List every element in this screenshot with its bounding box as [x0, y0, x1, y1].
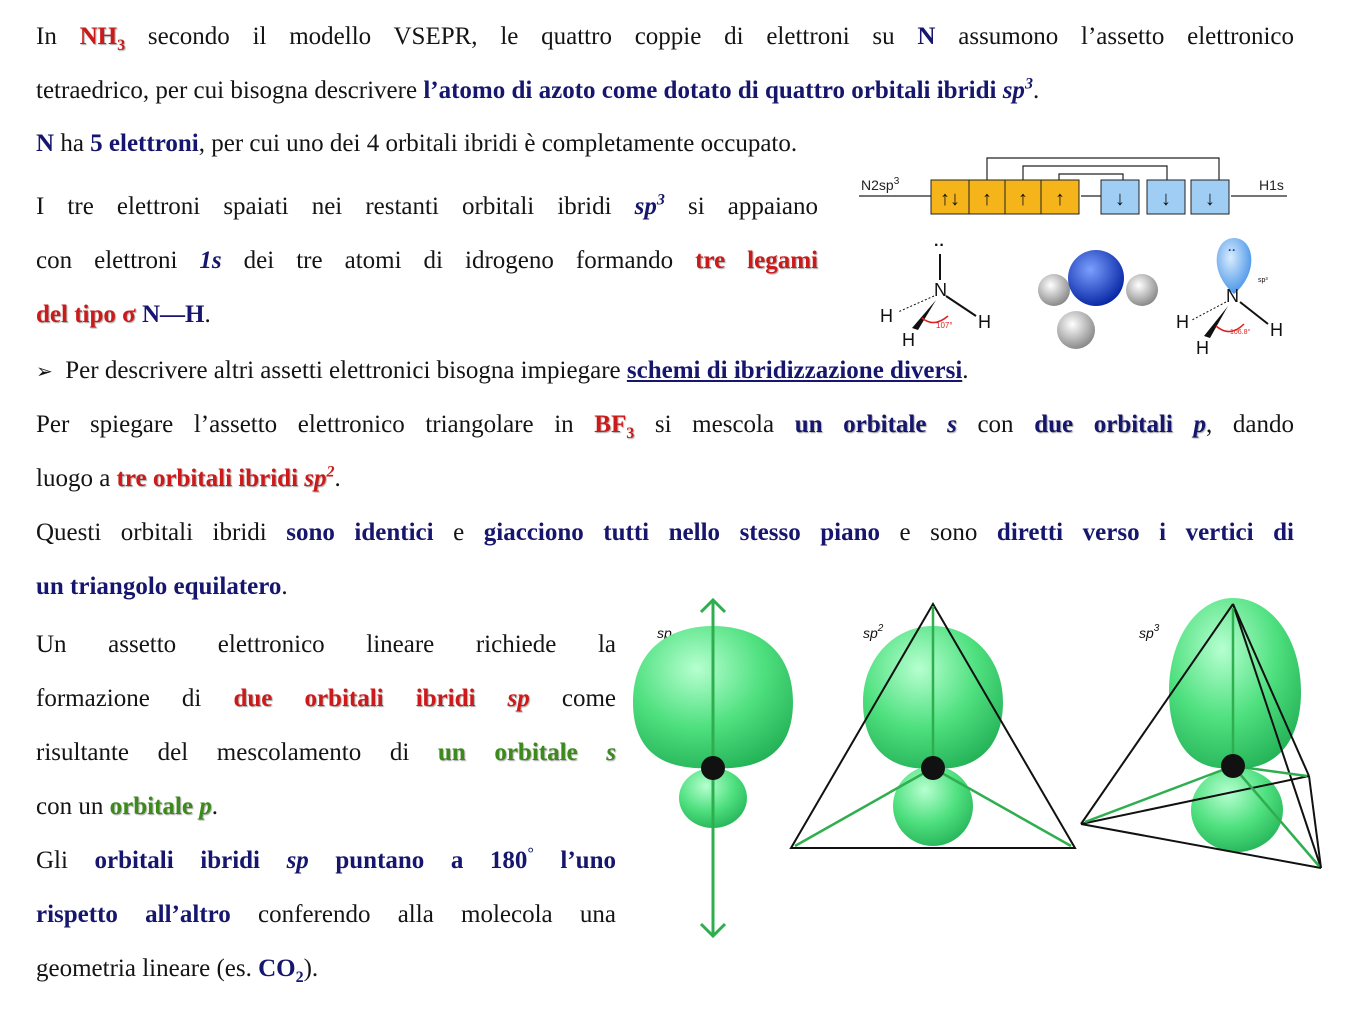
paragraph-sp-line4: con un orbitale p.	[36, 793, 218, 820]
paragraph-sp-line1: Un assetto elettronico lineare richiede la	[36, 631, 616, 658]
bullet-hybridization-schemes: ➢ Per descrivere altri assetti elettronici bisogna impiegare schemi di ibridizzazione diversi.	[36, 357, 969, 384]
paragraph-identical-line1: Questi orbitali ibridi sono identici e giacciono tutti nello stesso piano e sono diretti verso i vertici di	[36, 519, 1294, 546]
atom-n: N	[934, 280, 947, 300]
paragraph-180-line3: geometria lineare (es. $CO_2$).	[36, 955, 319, 986]
orbital-box-diagram	[855, 152, 1295, 222]
down-arrow: ↓	[1115, 188, 1125, 210]
hybrid-orbitals-figure	[625, 592, 1335, 948]
paragraph-sp-line2: formazione di due orbitali ibridi sp come	[36, 685, 617, 712]
atom-n: N	[1226, 286, 1239, 306]
n2sp3-label: $N2sp^3$	[861, 176, 900, 193]
formula-bf3: $BF_3$	[594, 411, 635, 442]
paragraph-nh3-intro: In $NH_3$ secondo il modello VSEPR, le quattro coppie di elettroni su N assumono l’assetto elettronico	[36, 23, 1295, 54]
paragraph-180-line1: Gli orbitali ibridi sp puntano a 180° l’uno	[36, 845, 616, 874]
paragraph-bf3-line2: luogo a tre orbitali ibridi $sp^2$.	[36, 463, 341, 492]
up-arrow: ↑	[982, 188, 992, 210]
up-arrow: ↑	[1055, 188, 1065, 210]
formula-co2: $CO_2$	[258, 955, 304, 986]
sp3-label: $sp^3$	[1139, 623, 1160, 641]
paragraph-nh3-tetrahedral: tetraedrico, per cui bisogna descrivere l’atomo di azoto come dotato di quattro orbitali ibridi $sp^3$.	[36, 75, 1040, 104]
atom-h: H	[880, 306, 893, 326]
formula-nh3: $NH_3$	[79, 23, 126, 54]
paragraph-sp-line3: risultante del mescolamento di un orbitale s	[36, 739, 617, 766]
up-arrow: ↑	[1018, 188, 1028, 210]
angle-label: 107°	[936, 321, 953, 330]
atom-h: H	[1176, 312, 1189, 332]
h1s-label: H1s	[1259, 177, 1284, 193]
sp2-label: $sp^2$	[863, 623, 884, 641]
paragraph-unpaired-line2: con elettroni 1s dei tre atomi di idrogeno formando tre legami	[36, 247, 818, 274]
paragraph-180-line2: rispetto all’altro conferendo alla molecola una	[36, 901, 616, 928]
arrow-bullet-icon: ➢	[36, 361, 53, 383]
sp-label: sp	[657, 625, 672, 641]
n-hybrid-boxes	[931, 180, 1079, 214]
paragraph-identical-line2: un triangolo equilatero.	[36, 573, 288, 600]
orbital-tag: sp³	[1258, 277, 1268, 284]
nh3-lone-pair-lobe	[1170, 232, 1320, 358]
atom-h: H	[902, 330, 915, 350]
down-arrow: ↓	[1205, 188, 1215, 210]
atom-h: H	[1196, 338, 1209, 358]
paragraph-bf3-line1: Per spiegare l’assetto elettronico triangolare in $BF_3$ si mescola un orbitale s con due orbitali p, dando	[36, 411, 1294, 442]
bond-connectors	[987, 158, 1219, 180]
h-1s-boxes	[1101, 180, 1229, 214]
nh3-structure-107	[870, 232, 1010, 352]
paired-arrows: ↑↓	[940, 188, 960, 210]
paragraph-n-electrons: N ha 5 elettroni, per cui uno dei 4 orbitali ibridi è completamente occupato.	[36, 130, 798, 157]
atom-h: H	[1270, 320, 1283, 340]
atom-h: H	[978, 312, 991, 332]
lone-pair: ··	[1228, 243, 1236, 257]
sp3-large-lobe	[1169, 598, 1301, 768]
lone-pair: ··	[934, 237, 945, 254]
angle-label: 106.8°	[1230, 329, 1251, 336]
paragraph-unpaired-line3: del tipo σ N—H.	[36, 301, 211, 328]
down-arrow: ↓	[1161, 188, 1171, 210]
nh3-ball-model	[1030, 242, 1170, 352]
paragraph-unpaired-line1: I tre elettroni spaiati nei restanti orbitali ibridi $sp^3$ si appaiano	[36, 191, 818, 220]
